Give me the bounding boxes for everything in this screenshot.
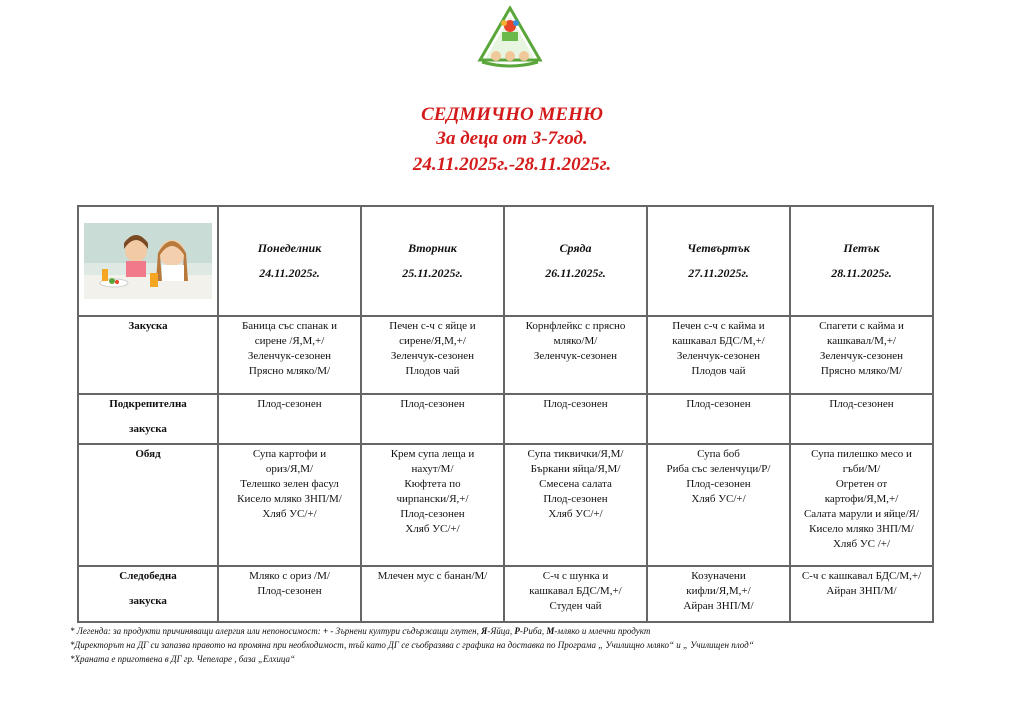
menu-item: Плодов чай <box>405 365 460 377</box>
meal-label <box>78 316 218 394</box>
menu-subtitle: За деца от 3-7год. <box>436 128 588 149</box>
legend-m: М <box>546 626 555 636</box>
meal-cell <box>361 566 504 622</box>
menu-item: Печен с-ч с яйце и <box>389 320 476 332</box>
prepared-note: *Храната е приготвена в ДГ гр. Чепеларе , база „Елхица“ <box>70 654 296 664</box>
allergen-legend <box>70 624 754 638</box>
menu-item: Хляб УС /+/ <box>832 538 891 550</box>
meal-label-text: Подкрепителна <box>109 398 187 410</box>
menu-item: Хляб УС/+/ <box>262 508 317 520</box>
menu-item: Плод-сезонен <box>257 585 322 597</box>
menu-item: Телешко зелен фасул <box>240 478 339 490</box>
menu-item: гъби/М/ <box>842 463 881 475</box>
meal-cell <box>218 566 361 622</box>
day-name: Понеделник <box>257 241 322 255</box>
menu-item: Студен чай <box>549 600 602 612</box>
meal-label <box>78 566 218 622</box>
menu-item: Супа пилешко месо и <box>811 448 912 460</box>
menu-item: Спагети с кайма и <box>819 320 904 332</box>
meal-cell <box>218 316 361 394</box>
day-header-fri <box>790 206 933 316</box>
director-note: *Директорът на ДГ си запазва правото на промяна при необходимост, тъй като ДГ се съобразява с графика на доставка по Програма „ Училищно мляко“ и „ Училищен плод“ <box>70 640 754 650</box>
day-name: Четвъртък <box>687 241 750 255</box>
meal-cell <box>361 444 504 566</box>
menu-item: Плод-сезонен <box>543 493 608 505</box>
weekly-menu-table <box>77 205 934 623</box>
menu-item: Печен с-ч с кайма и <box>672 320 765 332</box>
meal-label-text: Закуска <box>128 320 168 332</box>
day-date: 27.11.2025г. <box>688 266 749 280</box>
header-row <box>78 206 933 316</box>
menu-item: Плодов чай <box>691 365 746 377</box>
meal-cell <box>504 394 647 444</box>
day-date: 28.11.2025г. <box>831 266 892 280</box>
menu-item: Хляб УС/+/ <box>405 523 460 535</box>
meal-label-text: Обяд <box>135 448 161 460</box>
legend-prefix: * Легенда: за продукти причиняващи алергия или непоносимост: <box>70 626 321 636</box>
legend-ya-text: -Яйца, <box>487 626 515 636</box>
menu-item: ориз/Я,М/ <box>265 463 314 475</box>
menu-item: Прясно мляко/М/ <box>820 365 903 377</box>
menu-item: сирене /Я,М,+/ <box>254 335 325 347</box>
day-header-mon <box>218 206 361 316</box>
menu-item: сирене/Я,М,+/ <box>399 335 466 347</box>
menu-item: Хляб УС/+/ <box>548 508 603 520</box>
menu-item: Хляб УС/+/ <box>691 493 746 505</box>
menu-title: СЕДМИЧНО МЕНЮ <box>421 104 603 125</box>
menu-item: Плод-сезонен <box>400 398 465 410</box>
day-date: 25.11.2025г. <box>402 266 463 280</box>
meal-cell <box>361 394 504 444</box>
meal-cell <box>361 316 504 394</box>
menu-item: Кисело мляко ЗНП/М/ <box>237 493 342 505</box>
meal-row-breakfast <box>78 316 933 394</box>
menu-item: Плод-сезонен <box>257 398 322 410</box>
menu-item: кашкавал БДС/М,+/ <box>672 335 765 347</box>
photo-cell <box>78 206 218 316</box>
meal-row-snack <box>78 394 933 444</box>
menu-period: 24.11.2025г.-28.11.2025г. <box>412 154 612 175</box>
children-eating-photo <box>84 223 212 299</box>
meal-cell <box>218 394 361 444</box>
menu-item: Зеленчук-сезонен <box>247 350 332 362</box>
menu-item: Баница със спанак и <box>241 320 338 332</box>
menu-item: мляко/М/ <box>553 335 598 347</box>
menu-item: Зеленчук-сезонен <box>819 350 904 362</box>
day-header-wed <box>504 206 647 316</box>
menu-item: картофи/Я,М,+/ <box>824 493 899 505</box>
menu-item: С-ч с шунка и <box>542 570 609 582</box>
menu-item: кифли/Я,М,+/ <box>686 585 751 597</box>
meal-label <box>78 444 218 566</box>
menu-item: Смесена салата <box>539 478 612 490</box>
menu-item: Козуначени <box>691 570 746 582</box>
footnotes <box>70 624 754 666</box>
menu-item: Плод-сезонен <box>686 478 751 490</box>
menu-item: С-ч с кашкавал БДС/М,+/ <box>801 570 922 582</box>
menu-item: Риба със зеленчуци/Р/ <box>666 463 771 475</box>
menu-item: Зеленчук-сезонен <box>390 350 475 362</box>
meal-cell <box>790 566 933 622</box>
menu-item: Супа тиквички/Я,М/ <box>527 448 624 460</box>
menu-item: Супа картофи и <box>252 448 327 460</box>
day-date: 26.11.2025г. <box>545 266 606 280</box>
meal-cell <box>647 316 790 394</box>
menu-item: Салата марули и яйце/Я/ <box>803 508 920 520</box>
menu-item: кашкавал БДС/М,+/ <box>529 585 622 597</box>
menu-item: Млечен мус с банан/М/ <box>377 570 488 582</box>
meal-label <box>78 394 218 444</box>
menu-item: Корнфлейкс с прясно <box>525 320 626 332</box>
menu-item: Кисело мляко ЗНП/М/ <box>809 523 914 535</box>
meal-cell <box>790 444 933 566</box>
meal-cell <box>218 444 361 566</box>
day-name: Петък <box>843 241 880 255</box>
legend-r: Р <box>514 626 520 636</box>
menu-item: Супа боб <box>697 448 740 460</box>
day-header-tue <box>361 206 504 316</box>
menu-item: Зеленчук-сезонен <box>676 350 761 362</box>
meal-label-text: Следобедна <box>119 570 177 582</box>
menu-item: Мляко с ориз /М/ <box>249 570 330 582</box>
menu-item: нахут/М/ <box>411 463 454 475</box>
menu-item: Плод-сезонен <box>686 398 751 410</box>
kindergarten-logo <box>474 6 546 72</box>
menu-item: Плод-сезонен <box>400 508 465 520</box>
menu-item: Прясно мляко/М/ <box>248 365 331 377</box>
meal-cell <box>647 394 790 444</box>
meal-label-text-2: закуска <box>129 595 167 607</box>
legend-plus-text: - Зърнени култури съдържащи глутен, <box>330 626 482 636</box>
meal-cell <box>504 316 647 394</box>
menu-item: чирпански/Я,+/ <box>396 493 469 505</box>
meal-cell <box>647 566 790 622</box>
meal-cell <box>790 316 933 394</box>
menu-item: Айран ЗНП/М/ <box>683 600 754 612</box>
legend-ya: Я <box>481 626 488 636</box>
menu-item: Зеленчук-сезонен <box>533 350 618 362</box>
day-name: Сряда <box>559 241 592 255</box>
menu-item: Айран ЗНП/М/ <box>826 585 897 597</box>
menu-item: Огретен от <box>835 478 888 490</box>
legend-r-text: -Риба, <box>519 626 547 636</box>
meal-row-lunch <box>78 444 933 566</box>
day-header-thu <box>647 206 790 316</box>
meal-row-afternoon-snack <box>78 566 933 622</box>
meal-cell <box>504 444 647 566</box>
menu-item: Бъркани яйца/Я,М/ <box>530 463 621 475</box>
legend-m-text: -мляко и млечни продукт <box>554 626 651 636</box>
meal-cell <box>504 566 647 622</box>
menu-item: Плод-сезонен <box>543 398 608 410</box>
legend-plus: + <box>320 626 331 636</box>
menu-item: Кюфтета по <box>404 478 461 490</box>
menu-item: Плод-сезонен <box>829 398 894 410</box>
meal-label-text-2: закуска <box>129 423 167 435</box>
day-name: Вторник <box>408 241 457 255</box>
menu-item: кашкавал/М,+/ <box>827 335 896 347</box>
meal-cell <box>790 394 933 444</box>
menu-item: Крем супа леща и <box>390 448 475 460</box>
day-date: 24.11.2025г. <box>259 266 320 280</box>
meal-cell <box>647 444 790 566</box>
